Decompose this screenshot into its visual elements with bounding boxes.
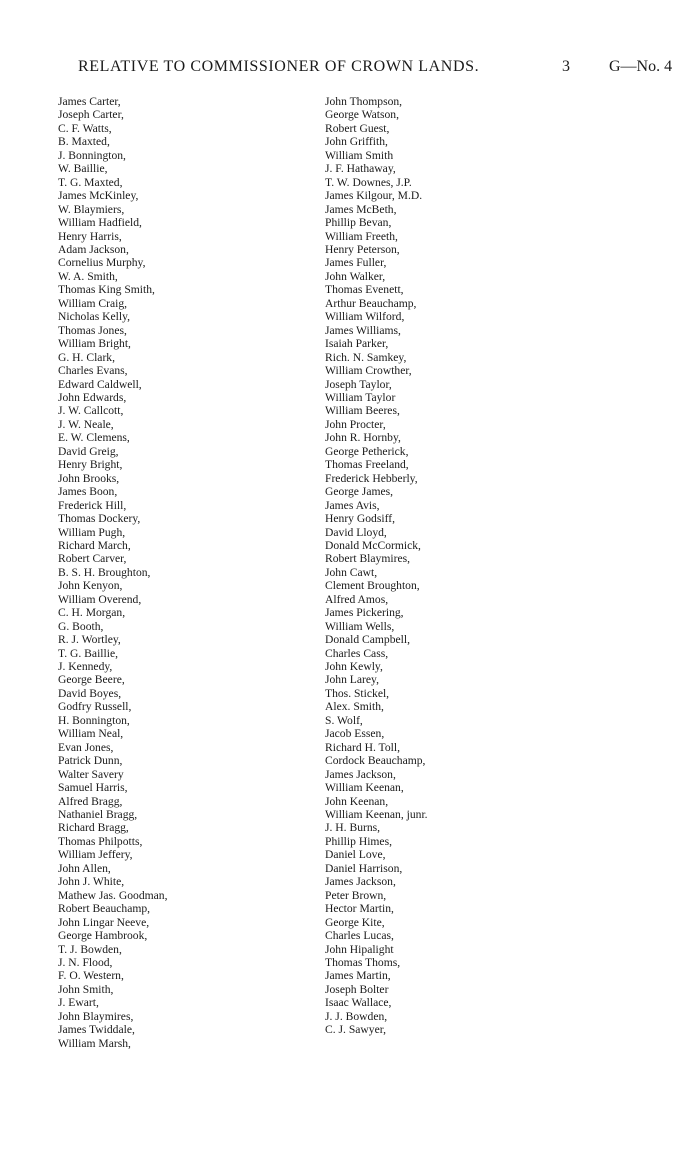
signatory-name: B. Maxted, — [58, 135, 110, 149]
signatory-name: Rich. N. Samkey, — [325, 350, 407, 364]
signatory-name: Thomas Philpotts, — [58, 834, 143, 848]
signatory-name: John Walker, — [325, 269, 386, 283]
signatory-name: William Neal, — [58, 727, 124, 741]
signatory-name: George Petherick, — [325, 444, 409, 458]
signatory-name: Thomas Evenett, — [325, 283, 404, 297]
signatory-name: James Avis, — [325, 498, 380, 512]
signatory-column-right — [325, 95, 565, 1037]
signatory-name: George Hambrook, — [58, 929, 148, 943]
signatory-name: Charles Evans, — [58, 364, 128, 378]
signatory-name: Richard Bragg, — [58, 821, 129, 835]
signatory-name: Nicholas Kelly, — [58, 310, 131, 324]
signatory-name: James Pickering, — [325, 606, 404, 620]
signatory-name: J. H. Burns, — [325, 821, 381, 835]
signatory-name: Cornelius Murphy, — [58, 256, 146, 270]
signatory-name: Isaiah Parker, — [325, 337, 389, 351]
signatory-name: William Crowther, — [325, 364, 412, 378]
signatory-name: B. S. H. Broughton, — [58, 565, 151, 579]
signatory-name: Frederick Hill, — [58, 498, 127, 512]
signatory-name: William Pugh, — [58, 525, 126, 539]
signatory-name: John Procter, — [325, 417, 386, 431]
signatory-name: Nathaniel Bragg, — [58, 808, 138, 822]
signatory-name: William Keenan, junr. — [325, 808, 428, 822]
signatory-name: Joseph Carter, — [58, 108, 124, 122]
signatory-name: James Carter, — [58, 95, 121, 108]
signatory-name: James Fuller, — [325, 256, 387, 270]
signatory-name: Henry Bright, — [58, 458, 123, 472]
signatory-name: J. J. Bowden, — [325, 1009, 388, 1023]
signatory-name: J. Ewart, — [58, 996, 99, 1010]
signatory-name: Thomas King Smith, — [58, 283, 155, 297]
signatory-name: Edward Caldwell, — [58, 377, 142, 391]
signatory-name: Daniel Love, — [325, 848, 386, 862]
signatory-name: John Thompson, — [325, 95, 403, 108]
signatory-name: James Boon, — [58, 485, 118, 499]
signatory-name: Alex. Smith, — [325, 700, 384, 714]
signatory-name: William Wells, — [325, 619, 395, 633]
signatory-name: Richard H. Toll, — [325, 740, 400, 754]
signatory-name: William Wilford, — [325, 310, 405, 324]
signatory-name: Alfred Bragg, — [58, 794, 123, 808]
signatory-name: Thomas Thoms, — [325, 956, 401, 969]
signatory-name: Charles Lucas, — [325, 929, 394, 943]
signatory-name: Donald McCormick, — [325, 538, 421, 552]
signatory-name: George Watson, — [325, 108, 399, 122]
signatory-name: Robert Carver, — [58, 552, 127, 566]
signatory-name: Patrick Dunn, — [58, 754, 123, 768]
signatory-name: Walter Savery — [58, 767, 124, 781]
signatory-name: Robert Blaymires, — [325, 552, 411, 566]
signatory-name: Evan Jones, — [58, 740, 114, 754]
signatory-name: William Taylor — [325, 390, 396, 404]
signatory-name: Jacob Essen, — [325, 727, 385, 741]
signatory-name: G. H. Clark, — [58, 350, 115, 364]
signatory-name: John R. Hornby, — [325, 431, 401, 445]
signatory-name: James Jackson, — [325, 767, 396, 781]
signatory-name: John Cawt, — [325, 565, 378, 579]
signatory-name: James Twiddale, — [58, 1023, 135, 1037]
signatory-name: Joseph Taylor, — [325, 377, 392, 391]
signatory-name: Charles Cass, — [325, 646, 389, 660]
signatory-name: J. Bonnington, — [58, 148, 126, 162]
signatory-name: Thomas Jones, — [58, 323, 127, 337]
signatory-name: C. J. Sawyer, — [325, 1023, 387, 1037]
signatory-name: James McBeth, — [325, 202, 397, 216]
signatory-name: William Bright, — [58, 337, 131, 351]
signatory-name: William Jeffery, — [58, 848, 133, 862]
document-reference: G—No. 4 — [609, 58, 673, 75]
signatory-name: James Kilgour, M.D. — [325, 189, 423, 203]
signatory-name: G. Booth, — [58, 619, 104, 633]
signatory-name: James Jackson, — [325, 875, 396, 889]
signatory-name: T. W. Downes, J.P. — [325, 175, 412, 189]
signatory-name: Cordock Beauchamp, — [325, 754, 426, 768]
signatory-name: Joseph Bolter — [325, 982, 389, 996]
signatory-name: George Beere, — [58, 673, 125, 687]
signatory-name: William Craig, — [58, 296, 128, 310]
signatory-name: John Smith, — [58, 982, 114, 996]
signatory-name: Phillip Bevan, — [325, 216, 392, 230]
signatory-name: Peter Brown, — [325, 888, 387, 902]
signatory-name: William Beeres, — [325, 404, 400, 418]
signatory-name: James McKinley, — [58, 189, 139, 203]
signatory-name: E. W. Clemens, — [58, 431, 130, 445]
signatory-name: John Allen, — [58, 861, 111, 875]
signatory-name: Adam Jackson, — [58, 242, 129, 256]
signatory-name: Henry Peterson, — [325, 242, 400, 256]
signatory-name: John Brooks, — [58, 471, 120, 485]
signatory-name: William Smith — [325, 148, 394, 162]
signatory-name: J. W. Callcott, — [58, 404, 124, 418]
signatory-name: Godfry Russell, — [58, 700, 132, 714]
signatory-name: David Boyes, — [58, 686, 122, 700]
signatory-name: William Freeth, — [325, 229, 398, 243]
signatory-name: Thos. Stickel, — [325, 686, 390, 700]
signatory-name: W. Blaymiers, — [58, 202, 125, 216]
signatory-name: H. Bonnington, — [58, 713, 130, 727]
signatory-name: Frederick Hebberly, — [325, 471, 418, 485]
page-header — [0, 58, 700, 80]
signatory-name: C. F. Watts, — [58, 121, 112, 135]
signatory-name: Daniel Harrison, — [325, 861, 403, 875]
signatory-name: Samuel Harris, — [58, 781, 128, 795]
signatory-name: W. A. Smith, — [58, 269, 118, 283]
signatory-name: John Larey, — [325, 673, 379, 687]
signatory-name: John Edwards, — [58, 390, 127, 404]
signatory-name: George James, — [325, 485, 394, 499]
signatory-name: John Blaymires, — [58, 1009, 134, 1023]
signatory-name: Phillip Himes, — [325, 834, 392, 848]
signatory-name: R. J. Wortley, — [58, 633, 121, 647]
signatory-name: Thomas Freeland, — [325, 458, 409, 472]
signatory-name: John J. White, — [58, 875, 125, 889]
signatory-name: Robert Beauchamp, — [58, 902, 151, 916]
signatory-name: Arthur Beauchamp, — [325, 296, 417, 310]
signatory-name: John Griffith, — [325, 135, 388, 149]
signatory-name: Richard March, — [58, 538, 131, 552]
signatory-name: J. N. Flood, — [58, 956, 113, 969]
signatory-name: John Lingar Neeve, — [58, 915, 150, 929]
signatory-name: Robert Guest, — [325, 121, 390, 135]
signatory-name: T. J. Bowden, — [58, 942, 122, 956]
signatory-name: W. Baillie, — [58, 162, 108, 176]
signatory-name: David Lloyd, — [325, 525, 387, 539]
signatory-name: T. G. Baillie, — [58, 646, 118, 660]
signatory-name: William Overend, — [58, 592, 142, 606]
signatory-name: Donald Campbell, — [325, 633, 411, 647]
signatory-name: James Williams, — [325, 323, 401, 337]
page-number: 3 — [562, 58, 570, 75]
signatory-name: William Keenan, — [325, 781, 404, 795]
signatory-name: David Greig, — [58, 444, 119, 458]
signatory-name: C. H. Morgan, — [58, 606, 126, 620]
signatory-name: William Marsh, — [58, 1036, 131, 1050]
signatory-name: John Keenan, — [325, 794, 389, 808]
signatory-name: J. F. Hathaway, — [325, 162, 396, 176]
signatory-name: T. G. Maxted, — [58, 175, 123, 189]
signatory-column-left — [58, 95, 298, 1050]
signatory-name: Mathew Jas. Goodman, — [58, 888, 168, 902]
signatory-name: F. O. Western, — [58, 969, 124, 983]
signatory-name: Alfred Amos, — [325, 592, 389, 606]
signatory-name: Clement Broughton, — [325, 579, 420, 593]
signatory-name: Isaac Wallace, — [325, 996, 392, 1010]
signatory-name: Hector Martin, — [325, 902, 394, 916]
signatory-name: S. Wolf, — [325, 713, 363, 727]
signatory-name: J. Kennedy, — [58, 660, 113, 674]
signatory-name: Thomas Dockery, — [58, 512, 141, 526]
signatory-name: Henry Godsiff, — [325, 512, 395, 526]
signatory-name: John Kewly, — [325, 660, 383, 674]
signatory-name: William Hadfield, — [58, 216, 142, 230]
signatory-name: James Martin, — [325, 969, 391, 983]
signatory-name: John Kenyon, — [58, 579, 123, 593]
signatory-name: George Kite, — [325, 915, 385, 929]
signatory-name: J. W. Neale, — [58, 417, 114, 431]
page-title: RELATIVE TO COMMISSIONER OF CROWN LANDS. — [78, 58, 480, 75]
signatory-name: John Hipalight — [325, 942, 394, 956]
signatory-name: Henry Harris, — [58, 229, 122, 243]
